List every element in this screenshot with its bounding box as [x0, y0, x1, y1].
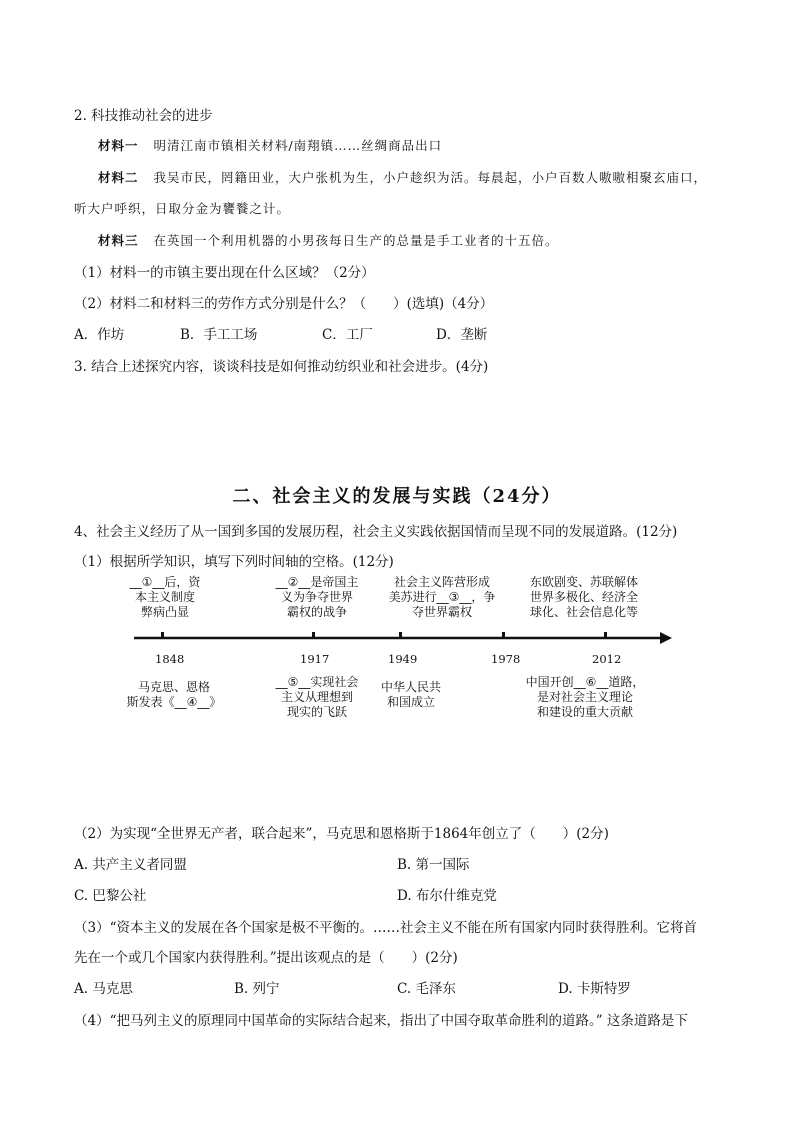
material-2 [98, 168, 707, 186]
timeline-below-1 [114, 680, 234, 710]
q4-sub2-option-d[interactable]: D. 布尔什维克党 [397, 888, 497, 904]
q4-sub3-option-d[interactable]: D. 卡斯特罗 [558, 981, 631, 997]
q2-option-d[interactable]: D．垄断 [436, 327, 488, 343]
axis-arrow-icon [660, 632, 672, 644]
material-2-label: 材料二 [98, 170, 139, 185]
tl-line: 东欧剧变、苏联解体 [529, 575, 638, 589]
tl-line: 社会主义阵营形成 [393, 575, 490, 589]
tl-line: 球化、社会信息化等 [529, 605, 638, 619]
year-1848: 1848 [155, 652, 185, 666]
material-1-label: 材料一 [98, 138, 139, 153]
tl-line: 弊病凸显 [140, 605, 189, 619]
material-2-text-b: 听大户呼织，日取分金为饔餮之计。 [74, 201, 291, 216]
tl-line: __①__后，资 [129, 575, 201, 589]
q4-sub1: （1）根据所学知识，填写下列时间轴的空格。(12分) [74, 554, 394, 570]
material-3-text: 在英国一个利用机器的小男孩每日生产的总量是手工业者的十五倍。 [153, 233, 559, 248]
year-1917: 1917 [300, 652, 330, 666]
tick-1848 [161, 632, 164, 639]
tl-line: 主义从理想到 [280, 690, 353, 704]
q4-sub3-a: （3）“资本主义的发展在各个国家是极不平衡的。……社会主义不能在所有国家内同时获得胜利。它将首 [74, 920, 697, 936]
year-1978: 1978 [491, 652, 521, 666]
q4-sub3-option-c[interactable]: C. 毛泽东 [397, 981, 456, 997]
material-3-label: 材料三 [98, 233, 139, 248]
tl-line: __⑤__实现社会 [275, 675, 359, 689]
q2-sub1: （1）材料一的市镇主要出现在什么区域？（2分） [74, 265, 375, 281]
section-title: 二、社会主义的发展与实践（24分） [232, 486, 562, 507]
tl-line: 是对社会主义理论 [536, 690, 633, 704]
year-1949: 1949 [388, 652, 418, 666]
tl-line: 和建设的重大贡献 [536, 705, 633, 719]
tick-1917 [312, 632, 315, 639]
q4-sub3-option-b[interactable]: B. 列宁 [234, 981, 280, 997]
tl-line: 本主义制度 [134, 590, 195, 604]
q3: 3. 结合上述探究内容，谈谈科技是如何推动纺织业和社会进步。(4分) [74, 359, 489, 375]
tl-line: 夺世界霸权 [411, 605, 472, 619]
q4-sub2-option-c[interactable]: C. 巴黎公社 [74, 888, 147, 904]
tl-line: 现实的飞跃 [286, 705, 347, 719]
tl-line: 美苏进行__③__，争 [388, 590, 496, 604]
tl-line: __②__是帝国主 [275, 575, 359, 589]
timeline-below-4 [510, 675, 660, 720]
q4-sub4: （4）“把马列主义的原理同中国革命的实际结合起来，指出了中国夺取革命胜利的道路。” 这条道路是下 [74, 1013, 688, 1029]
tick-1949 [399, 632, 402, 639]
q4-sub2: （2）为实现“全世界无产者，联合起来”，马克思和恩格斯于1864年创立了（ ）(2分) [74, 826, 609, 842]
tl-line: 斯发表《__④__》 [126, 695, 222, 709]
timeline-above-1 [110, 575, 220, 620]
q4-sub2-option-a[interactable]: A. 共产主义者同盟 [74, 857, 187, 873]
q2-sub2: （2）材料二和材料三的劳作方式分别是什么？（ ）(选填)（4分） [74, 296, 494, 312]
timeline-axis [130, 628, 675, 648]
tl-line: 中国开创__⑥__道路， [525, 675, 645, 689]
year-2012: 2012 [592, 652, 622, 666]
timeline-below-3 [366, 680, 456, 710]
q2-option-c[interactable]: C．工厂 [322, 327, 373, 343]
timeline-above-4 [516, 575, 652, 620]
material-1 [98, 136, 442, 154]
q2-option-b[interactable]: B．手工工场 [180, 327, 258, 343]
material-3 [98, 231, 558, 249]
timeline-above-3 [380, 575, 504, 620]
tl-line: 义为争夺世界 [280, 590, 353, 604]
q2-title: 2. 科技推动社会的进步 [74, 108, 213, 124]
q2-option-a[interactable]: A．作坊 [74, 327, 125, 343]
tl-line: 霸权的战争 [286, 605, 347, 619]
tick-1978 [502, 632, 505, 639]
tl-line: 世界多极化、经济全 [529, 590, 638, 604]
tl-line: 马克思、恩格 [137, 680, 210, 694]
timeline-below-2 [262, 675, 372, 720]
material-2-text-a: 我吴市民，罔籍田业，大户张机为生，小户趁织为活。每晨起，小户百数人嗷嗷相聚玄庙口， [153, 170, 707, 185]
q4-stem: 4、社会主义经历了从一国到多国的发展历程，社会主义实践依据国情而呈现不同的发展道路。(12分) [74, 524, 678, 540]
tick-2012 [604, 632, 607, 639]
tl-line: 中华人民共 [380, 680, 441, 694]
material-1-text: 明清江南市镇相关材料/南翔镇……丝绸商品出口 [153, 138, 443, 153]
q4-sub2-option-b[interactable]: B. 第一国际 [397, 857, 470, 873]
timeline-above-2 [262, 575, 372, 620]
q4-sub3-b: 先在一个或几个国家内获得胜利。”提出该观点的是（ ）(2分) [74, 950, 458, 966]
q4-sub3-option-a[interactable]: A. 马克思 [74, 981, 133, 997]
tl-line: 和国成立 [386, 695, 435, 709]
